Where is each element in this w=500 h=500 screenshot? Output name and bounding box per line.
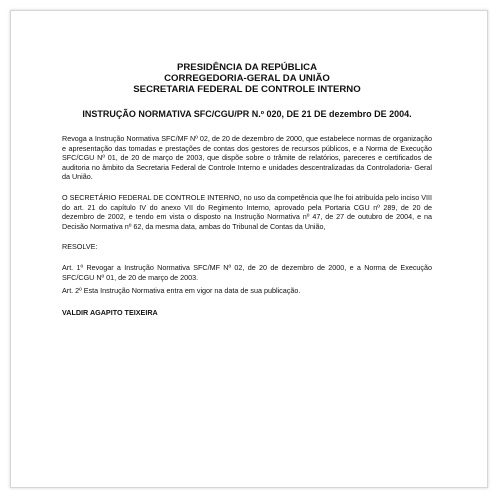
resolve-heading: RESOLVE: (62, 242, 98, 252)
document-title: INSTRUÇÃO NORMATIVA SFC/CGU/PR N.º 020, DE 21 DE dezembro DE 2004. (82, 109, 412, 119)
header-line-corregedoria: CORREGEDORIA-GERAL DA UNIÃO (164, 73, 330, 84)
article-1: Art. 1º Revogar a Instrução Normativa SFC/MF Nº 02, de 20 de dezembro de 2000, e a Norma de Execução SFC/CGU Nº 01, de 20 de março de 2003. (62, 262, 432, 282)
summary-paragraph: Revoga a Instrução Normativa SFC/MF Nº 02, de 20 de dezembro de 2000, que estabelece normas de organização e apresentação das tomadas e prestações de contas dos gestores de recursos públicos, e a Norma de Execução SFC/CGU Nº 01, de 20 de março de 2003, que dispõe sobre o trâmite de relatórios, pareceres e certificados de auditoria no âmbito da Secretaria Federal de Controle Interno e unidades descentralizadas da Controladoria- Geral da União. (62, 134, 432, 182)
signature: VALDIR AGAPITO TEIXEIRA (62, 307, 158, 317)
preamble-paragraph: O SECRETÁRIO FEDERAL DE CONTROLE INTERNO, no uso da competência que lhe foi atribuída pelo inciso VIII do art. 21 do capítulo IV do anexo VII do Regimento Interno, aprovado pela Portaria CGU nº 289, de 20 de dezembro de 2002, e tendo em vista o disposto na Instrução Normativa nº 47, de 27 de outubro de 2004, e na Decisão Normativa nº 62, da mesma data, ambas do Tribunal de Contas da União, (62, 192, 432, 231)
header-line-secretariat: SECRETARIA FEDERAL DE CONTROLE INTERNO (133, 84, 361, 95)
article-2: Art. 2º Esta Instrução Normativa entra em vigor na data de sua publicação. (62, 286, 301, 296)
document-header (62, 62, 432, 95)
header-line-presidency: PRESIDÊNCIA DA REPÚBLICA (176, 62, 317, 73)
document-page (62, 62, 432, 328)
